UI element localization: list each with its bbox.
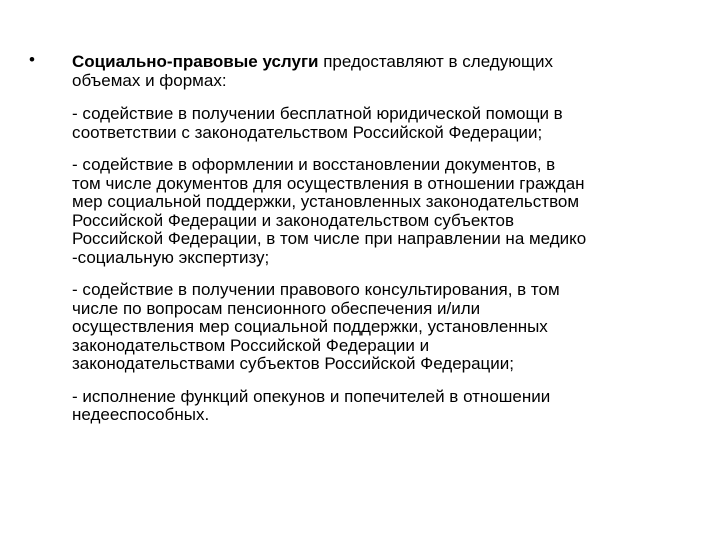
lead-line-1 bbox=[72, 53, 692, 72]
item-line: недееспособных. bbox=[72, 405, 210, 424]
service-item-guardianship bbox=[72, 388, 692, 425]
item-line: числе по вопросам пенсионного обеспечения и/или bbox=[72, 298, 481, 318]
item-line: том числе документов для осуществления в отношении граждан bbox=[72, 173, 585, 193]
item-line: соответствии с законодательством Российской Федерации; bbox=[72, 122, 543, 142]
service-item-consulting bbox=[72, 281, 692, 374]
item-line: мер социальной поддержки, установленных законодательством bbox=[72, 192, 580, 211]
service-item-documents bbox=[72, 156, 692, 267]
item-line: - содействие в оформлении и восстановлении документов, в bbox=[72, 155, 556, 174]
item-line: законодательством Российской Федерации и bbox=[72, 335, 430, 355]
lead-paragraph bbox=[72, 53, 692, 90]
service-item-legal-aid bbox=[72, 105, 692, 142]
bullet-marker: • bbox=[29, 50, 35, 69]
item-line: Российской Федерации и законодательством субъектов bbox=[72, 210, 515, 230]
item-line: законодательствами субъектов Российской Федерации; bbox=[72, 354, 515, 373]
lead-line-2: объемах и формах: bbox=[72, 70, 227, 90]
item-line: - содействие в получении правового консультирования, в том bbox=[72, 280, 560, 299]
item-line: - исполнение функций опекунов и попечителей в отношении bbox=[72, 386, 551, 406]
item-line: Российской Федерации, в том числе при направлении на медико bbox=[72, 229, 587, 248]
item-line: - содействие в получении бесплатной юридической помощи в bbox=[72, 104, 563, 123]
slide-body bbox=[72, 53, 692, 439]
lead-bold-term: Социально-правовые услуги bbox=[72, 52, 319, 71]
lead-line-1-rest: предоставляют в следующих bbox=[318, 52, 553, 71]
item-line: осуществления мер социальной поддержки, установленных bbox=[72, 317, 548, 336]
item-line: -социальную экспертизу; bbox=[72, 247, 270, 267]
